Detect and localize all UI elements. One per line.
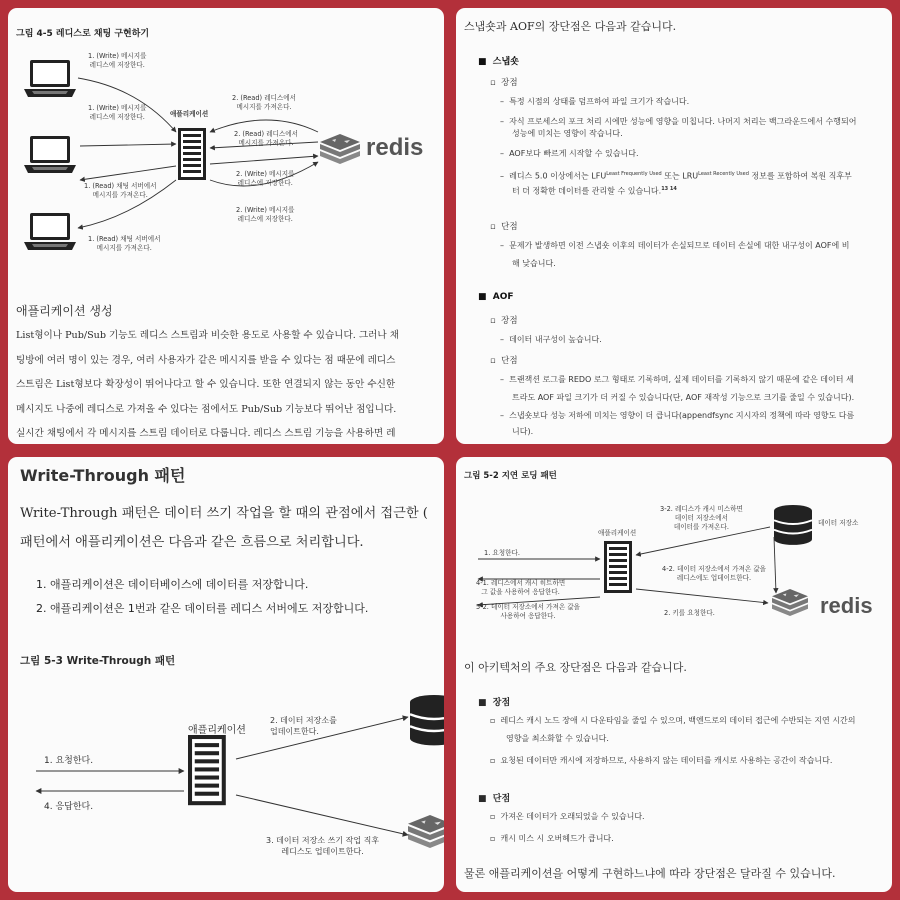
panel-lazy-loading (456, 457, 892, 892)
label-response: 4. 응답한다. (44, 802, 94, 812)
label-write-1: 1. (Write) 메시지를 레디스에 저장한다. (88, 52, 147, 69)
intro-text: 스냅숏과 AOF의 장단점은 다음과 같습니다. (464, 20, 677, 33)
figure-title: 그림 5-3 Write-Through 패턴 (20, 655, 176, 667)
label-request: 1. 요청한다. (44, 756, 94, 766)
redis-logo-icon (772, 589, 808, 616)
laptop-icon (24, 213, 76, 250)
section-title: Write-Through 패턴 (20, 466, 186, 485)
server-label: 애플리케이션 (598, 529, 637, 537)
database-icon (410, 695, 444, 745)
aof-cons-list: – 트랜잭션 로그를 REDO 로그 형태로 기록하며, 실제 데이터를 기록하지 않기 때문에 같은 데이터 세 트라도 AOF 파일 크기가 더 커질 수 있습니다(단, AOF 재작성 기능으로 크기를 줄일 수 있습니다). – 스냅숏보다 성능 저하에 미치는 영향이 더 큽니다(appendfsync 지시자의 정책에 따라 영향도 다름 니다). (500, 375, 855, 436)
server-icon (178, 128, 206, 180)
pros-heading: ■ 장점 (478, 698, 511, 708)
label-redis-write-2: 2. (Write) 메시지를 레디스에 저장한다. (236, 206, 295, 223)
label-read-2: 1. (Read) 채팅 서버에서 메시지를 가져온다. (88, 235, 161, 252)
panel-write-through (8, 457, 444, 892)
server-icon (604, 541, 632, 593)
redis-wordmark: redis (820, 593, 873, 618)
aof-cons-label: ▫ 단점 (490, 356, 518, 366)
laptop-icon (24, 60, 76, 97)
label-redis-read-1: 2. (Read) 레디스에서 메시지를 가져온다. (232, 94, 297, 111)
label-write-2: 1. (Write) 메시지를 레디스에 저장한다. (88, 104, 147, 121)
snapshot-cons-list: – 문제가 발생하면 이전 스냅숏 이후의 데이터가 손실되므로 데이터 손실에 대한 내구성이 AOF에 비 해 낮습니다. (500, 241, 850, 268)
label-cache-hit: 4-1. 레디스에서 캐시 히트하면 그 값을 사용하여 응답한다. (476, 579, 566, 596)
label-update-redis: 4-2. 데이터 저장소에서 가져온 값을 레디스에도 업데이트한다. (662, 565, 767, 582)
aof-pros-label: ▫ 장점 (490, 316, 518, 326)
label-request: 1. 요청한다. (484, 549, 520, 557)
pros-list: ▫ 레디스 캐시 노드 장애 시 다운타임을 줄일 수 있으며, 백엔드로의 데이터 접근에 수반되는 지연 시간의 영향을 최소화할 수 있습니다. ▫ 요청된 데이터만 캐시에 저장하므로, 사용하지 않는 데이터를 캐시로 사용하는 공간이 작습니다. (490, 716, 856, 765)
step-list: 1. 애플리케이션은 데이터베이스에 데이터를 저장합니다. 2. 애플리케이션은 1번과 같은 데이터를 레디스 서버에도 저장합니다. (36, 578, 369, 615)
body-text: Write-Through 패턴은 데이터 쓰기 작업을 할 때의 관점에서 접근한 ( 패턴에서 애플리케이션은 다음과 같은 흐름으로 처리합니다. (20, 506, 428, 550)
label-read-1: 1. (Read) 채팅 서버에서 메시지를 가져온다. (84, 182, 157, 199)
label-update-db: 2. 데이터 저장소를 업데이트한다. (270, 716, 337, 736)
laptop-icon (24, 136, 76, 173)
figure-title: 그림 5-2 지연 로딩 패턴 (464, 471, 557, 481)
label-respond-db-value: 5-2. 데이터 저장소에서 가져온 값을 사용하여 응답한다. (476, 603, 581, 620)
panel-snapshot-aof (456, 8, 892, 444)
section-heading: 애플리케이션 생성 (16, 304, 113, 318)
cons-list: ▫ 가져온 데이터가 오래되었을 수 있습니다. ▫ 캐시 미스 시 오버헤드가 큽니다. (490, 812, 645, 843)
snapshot-pros-label: ▫ 장점 (490, 78, 518, 88)
aof-pros-list: – 데이터 내구성이 높습니다. (500, 335, 602, 344)
label-update-redis: 3. 데이터 저장소 쓰기 작업 직후 레디스도 업데이트한다. (266, 836, 380, 856)
server-icon (188, 735, 226, 805)
database-icon (774, 505, 812, 545)
cons-heading: ■ 단점 (478, 794, 511, 804)
redis-logo-icon (408, 815, 444, 848)
redis-wordmark: redis (366, 134, 424, 161)
server-label: 애플리케이션 (170, 110, 209, 118)
figure-title: 그림 4-5 레디스로 채팅 구현하기 (16, 29, 150, 39)
aof-heading: ■ AOF (478, 292, 514, 302)
snapshot-cons-label: ▫ 단점 (490, 222, 518, 232)
snapshot-pros-list: – 특정 시점의 상태를 덤프하여 파일 크기가 작습니다. – 자식 프로세스의 포크 처리 시에만 성능에 영향을 미칩니다. 나머지 처리는 백그라운드에서 수행되어 성능에 미치는 영향이 작습니다. – AOF보다 빠르게 시작할 수 있습니다. – 레디스 5.0 이상에서는 $LFU^{Least Frequently Used}$ 또는 $LRU^{Least Recently Used}$ 정보를 포함하여 복원 직후부 터 더 정확한 데이터를 관리할 수 있습니다.$^{13 14}$ (500, 97, 857, 196)
footer-text: 물론 애플리케이션을 어떻게 구현하느냐에 따라 장단점은 달라질 수 있습니다. (464, 867, 836, 880)
snapshot-heading: ■ 스냅숏 (478, 57, 519, 67)
label-cache-miss: 3-2. 레디스가 캐시 미스하면 데이터 저장소에서 데이터를 가져온다. (660, 505, 743, 531)
redis-logo-icon (320, 134, 360, 164)
panel-redis-chat (8, 8, 444, 444)
intro-text: 이 아키텍처의 주요 장단점은 다음과 같습니다. (464, 661, 687, 674)
server-label: 애플리케이션 (188, 725, 246, 736)
label-request-key: 2. 키를 요청한다. (664, 609, 715, 617)
body-text: List형이나 Pub/Sub 기능도 레디스 스트림과 비슷한 용도로 사용할 수 있습니다. 그러나 채 팅방에 여러 명이 있는 경우, 여러 사용자가 같은 메시지를 받을 수 있다는 점 때문에 레디스 스트림은 List형보다 확장성이 뛰어나다고 할 수 있습니다. 또한 연결되지 않는 동안 수신한 메시지도 나중에 레디스로 가져올 수 있다는 점에서도 Pub/Sub 기능보다 뛰어난 점입니다. 실시간 채팅에서 각 메시지를 스트림 데이터로 다룹니다. 레디스 스트림 기능을 사용하면 레 (16, 330, 400, 439)
db-label: 데이터 저장소 (818, 519, 859, 527)
write-through-diagram (8, 675, 444, 892)
label-redis-write-1: 2. (Write) 메시지를 레디스에 저장한다. (236, 170, 295, 187)
label-redis-read-2: 2. (Read) 레디스에서 메시지를 가져온다. (234, 130, 299, 147)
